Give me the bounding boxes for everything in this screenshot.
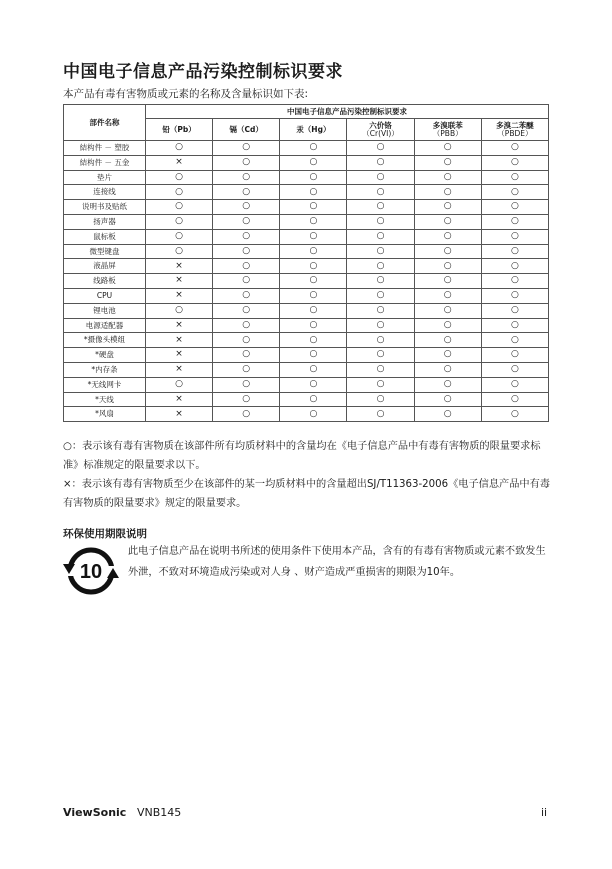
mark-cell: ○ [213,170,280,185]
intro-text: 本产品有毒有害物质或元素的名称及含量标识如下表: [63,88,309,100]
mark-cell: ○ [280,170,347,185]
mark-cell: ○ [481,259,548,274]
part-name-cell: 锂电池 [64,303,146,318]
table-row [64,244,549,259]
mark-cell: ○ [213,303,280,318]
mark-cell: ○ [280,155,347,170]
mark-cell: ○ [280,318,347,333]
mark-cell: × [146,274,213,289]
mark-cell: ○ [146,214,213,229]
page-title: 中国电子信息产品污染控制标识要求 [63,62,343,82]
part-name-cell: 垫片 [64,170,146,185]
part-name-cell: *风扇 [64,407,146,422]
table-row [64,333,549,348]
table-row [64,155,549,170]
mark-cell: ○ [280,244,347,259]
mark-cell: × [146,318,213,333]
substance-header-line2: （PBB） [432,128,463,138]
mark-cell: ○ [213,318,280,333]
mark-cell: ○ [414,229,481,244]
mark-cell: ○ [414,244,481,259]
substance-header [213,119,280,141]
footer-brand: ViewSonic [63,806,127,819]
mark-cell: ○ [347,170,414,185]
part-name-cell: 結构件 － 塑胶 [64,141,146,156]
mark-cell: ○ [481,392,548,407]
mark-cell: ○ [414,214,481,229]
substance-header [280,119,347,141]
mark-cell: ○ [414,288,481,303]
mark-cell: ○ [347,155,414,170]
mark-cell: ○ [481,333,548,348]
table-row [64,274,549,289]
mark-cell: ○ [347,259,414,274]
table-row [64,200,549,215]
mark-cell: ○ [481,377,548,392]
substance-header [347,119,414,141]
substance-header [146,119,213,141]
table-row [64,392,549,407]
mark-cell: ○ [347,141,414,156]
mark-cell: ○ [213,288,280,303]
mark-cell: ○ [481,303,548,318]
mark-cell: ○ [414,362,481,377]
table-row [64,362,549,377]
mark-cell: ○ [347,362,414,377]
mark-cell: ○ [347,200,414,215]
mark-cell: ○ [414,392,481,407]
page-number: ii [541,806,548,819]
table-row [64,259,549,274]
mark-cell: ○ [481,348,548,363]
part-name-cell: 結构件 － 五金 [64,155,146,170]
mark-cell: ○ [280,288,347,303]
part-name-cell: 连接线 [64,185,146,200]
circle-note: ○：表示该有毒有害物质在该部件所有均质材料中的含量均在《电子信息产品中有毒有害物质的限量要求标准》标准规定的限量要求以下。 [63,441,541,471]
mark-cell: ○ [280,377,347,392]
mark-cell: ○ [213,407,280,422]
cross-note: ×：表示该有毒有害物质至少在该部件的某一均质材料中的含量超出SJ/T11363-2006《电子信息产品中有毒有害物质的限量要求》规定的限量要求。 [63,479,550,509]
table-row [64,229,549,244]
mark-cell: ○ [414,318,481,333]
mark-cell: × [146,333,213,348]
mark-cell: ○ [280,348,347,363]
mark-cell: ○ [414,259,481,274]
mark-cell: ○ [347,318,414,333]
mark-cell: ○ [347,214,414,229]
part-name-cell: 鼠标板 [64,229,146,244]
mark-cell: ○ [280,362,347,377]
substance-header-line2: （Cr(VI)） [362,128,399,138]
substance-header-line1: 汞（Hg） [296,124,331,134]
footer-model: VNB145 [137,806,182,819]
substance-header-line1: 六价铬 [369,120,392,130]
mark-cell: ○ [414,141,481,156]
mark-cell: ○ [213,185,280,200]
mark-cell: ○ [280,407,347,422]
mark-cell: ○ [213,141,280,156]
env-period-text: 此电子信息产品在说明书所述的使用条件下使用本产品，含有的有毒有害物质或元素不致发生外泄，不致对环境造成污染或对人身 、财产造成严重损害的期限为10年。 [128,546,546,578]
mark-cell: ○ [146,170,213,185]
mark-cell: ○ [146,229,213,244]
table-row [64,303,549,318]
logo-number: 10 [79,561,103,583]
mark-cell: ○ [280,259,347,274]
mark-cell: × [146,155,213,170]
mark-cell: ○ [280,274,347,289]
table-row [64,288,549,303]
table-row [64,407,549,422]
mark-cell: ○ [347,392,414,407]
part-name-cell: 线路板 [64,274,146,289]
mark-cell: ○ [347,229,414,244]
substance-header-line2: （PBDE） [497,128,533,138]
mark-cell: ○ [213,333,280,348]
substance-header-line1: 镉（Cd） [229,124,263,134]
mark-cell: ○ [213,229,280,244]
env-protection-period-logo-icon [63,543,119,599]
mark-cell: ○ [213,200,280,215]
part-name-cell: 微型键盘 [64,244,146,259]
mark-cell: ○ [213,244,280,259]
mark-cell: ○ [414,185,481,200]
mark-cell: × [146,288,213,303]
table-row [64,185,549,200]
mark-cell: ○ [146,244,213,259]
mark-cell: × [146,259,213,274]
mark-cell: ○ [481,362,548,377]
mark-cell: ○ [347,185,414,200]
substance-header [481,119,548,141]
mark-cell: ○ [146,377,213,392]
mark-cell: ○ [280,141,347,156]
mark-cell: × [146,348,213,363]
substance-header [414,119,481,141]
mark-cell: ○ [481,229,548,244]
mark-cell: ○ [213,392,280,407]
mark-cell: × [146,407,213,422]
mark-cell: ○ [213,155,280,170]
mark-cell: ○ [414,155,481,170]
mark-cell: ○ [347,288,414,303]
mark-cell: ○ [280,229,347,244]
mark-cell: ○ [213,214,280,229]
mark-cell: ○ [347,274,414,289]
mark-cell: ○ [347,303,414,318]
mark-cell: ○ [146,185,213,200]
part-name-cell: *无线网卡 [64,377,146,392]
mark-cell: ○ [481,318,548,333]
mark-cell: ○ [146,303,213,318]
mark-cell: ○ [280,303,347,318]
mark-cell: ○ [347,244,414,259]
mark-cell: ○ [481,274,548,289]
mark-cell: ○ [481,407,548,422]
part-name-cell: *摄像头模组 [64,333,146,348]
mark-cell: ○ [280,200,347,215]
mark-cell: ○ [414,377,481,392]
mark-cell: ○ [280,214,347,229]
part-name-cell: 电源适配器 [64,318,146,333]
mark-cell: ○ [481,170,548,185]
table-row [64,318,549,333]
mark-cell: ○ [146,141,213,156]
mark-cell: ○ [347,407,414,422]
mark-cell: ○ [146,200,213,215]
mark-cell: ○ [213,274,280,289]
mark-cell: ○ [414,170,481,185]
mark-cell: ○ [414,407,481,422]
env-period-title: 环保使用期限说明 [63,528,147,540]
substance-header-line1: 多溴二苯醚 [496,120,534,130]
mark-cell: ○ [280,392,347,407]
group-header: 中国电子信息产品污染控制标识要求 [146,105,549,119]
mark-cell: ○ [213,348,280,363]
table-row [64,141,549,156]
mark-cell: × [146,362,213,377]
notes [63,437,553,513]
table-row [64,214,549,229]
mark-cell: ○ [347,348,414,363]
table-row [64,377,549,392]
mark-cell: ○ [213,259,280,274]
mark-cell: ○ [414,348,481,363]
mark-cell: ○ [414,303,481,318]
part-name-cell: 液晶屏 [64,259,146,274]
part-name-cell: *硬盘 [64,348,146,363]
mark-cell: ○ [481,185,548,200]
part-name-header: 部件名称 [64,105,146,141]
table-row [64,170,549,185]
part-name-cell: 扬声器 [64,214,146,229]
mark-cell: ○ [481,214,548,229]
mark-cell: ○ [414,333,481,348]
part-name-cell: *天线 [64,392,146,407]
substance-header-line1: 多溴联苯 [432,120,463,130]
part-name-cell: *内存条 [64,362,146,377]
mark-cell: × [146,392,213,407]
mark-cell: ○ [280,185,347,200]
mark-cell: ○ [280,333,347,348]
part-name-cell: CPU [64,288,146,303]
mark-cell: ○ [481,200,548,215]
mark-cell: ○ [481,141,548,156]
substance-header-line1: 铅（Pb） [162,124,196,134]
table-row [64,348,549,363]
mark-cell: ○ [414,274,481,289]
mark-cell: ○ [213,362,280,377]
mark-cell: ○ [213,377,280,392]
mark-cell: ○ [414,200,481,215]
mark-cell: ○ [481,244,548,259]
part-name-cell: 说明书及贴纸 [64,200,146,215]
mark-cell: ○ [347,333,414,348]
hazardous-substance-table [63,104,549,422]
mark-cell: ○ [481,155,548,170]
mark-cell: ○ [347,377,414,392]
mark-cell: ○ [481,288,548,303]
